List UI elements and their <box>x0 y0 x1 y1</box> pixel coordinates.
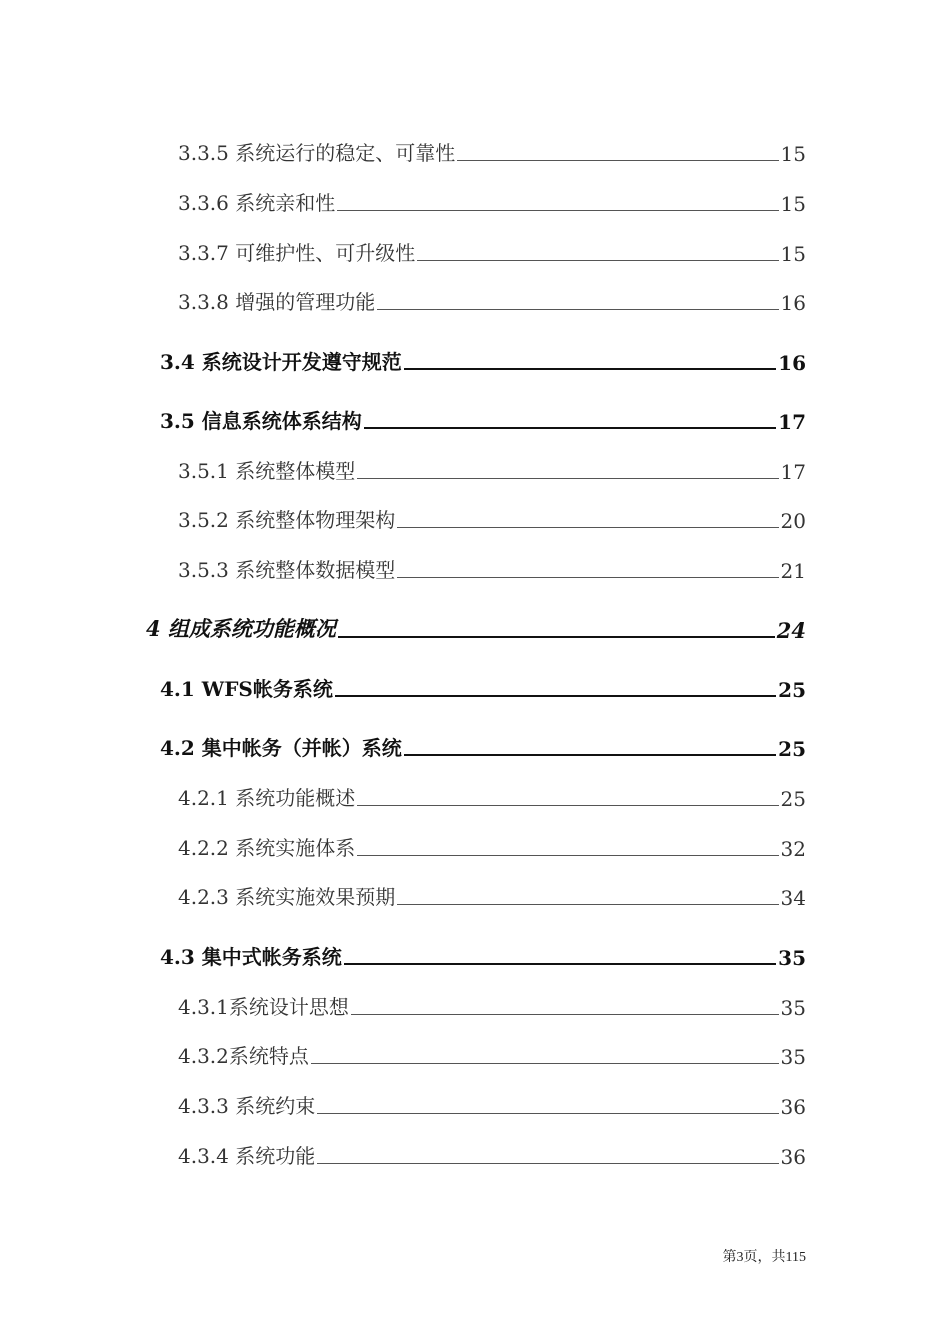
toc-entry-3-5-1[interactable] <box>178 454 806 484</box>
toc-entry-label: 4.3.3 系统约束 <box>178 1094 316 1118</box>
toc-entry-4-2[interactable] <box>160 731 806 761</box>
toc-entry-label: 3.5 信息系统体系结构 <box>160 409 362 433</box>
toc-entry-label: 4.3.1系统设计思想 <box>178 995 349 1019</box>
toc-page-number: 16 <box>778 351 806 375</box>
toc-entry-label: 3.5.3 系统整体数据模型 <box>178 558 396 582</box>
toc-entry-label: 4.2.3 系统实施效果预期 <box>178 885 396 909</box>
page-footer-info: 第3页，共115 <box>722 1250 806 1265</box>
toc-entry-4-3-3[interactable] <box>178 1089 806 1119</box>
toc-page-number: 25 <box>778 737 806 761</box>
toc-entry-label: 3.3.5 系统运行的稳定、可靠性 <box>178 141 456 165</box>
toc-entry-4-1[interactable] <box>160 672 806 702</box>
toc-page-number: 15 <box>780 142 806 166</box>
toc-leader-line <box>364 427 776 429</box>
toc-page-number: 15 <box>780 242 806 266</box>
toc-entry-label: 3.3.8 增强的管理功能 <box>178 290 376 314</box>
toc-page-number: 17 <box>780 460 806 484</box>
toc-leader-line <box>317 1113 778 1114</box>
toc-page-number: 16 <box>780 291 806 315</box>
toc-entry-label: 4.2.2 系统实施体系 <box>178 836 356 860</box>
toc-page-number: 21 <box>780 559 806 583</box>
toc-page-number: 35 <box>780 1045 806 1069</box>
toc-page-number: 35 <box>780 996 806 1020</box>
toc-leader-line <box>311 1063 779 1064</box>
toc-page-number: 25 <box>780 787 806 811</box>
toc-entry-label: 3.5.1 系统整体模型 <box>178 459 356 483</box>
toc-entry-label: 4 组成系统功能概况 <box>146 616 336 641</box>
toc-page-number: 24 <box>776 618 806 643</box>
toc-leader-line <box>404 754 776 756</box>
toc-page-number: 25 <box>778 678 806 702</box>
toc-entry-label: 3.4 系统设计开发遵守规范 <box>160 350 402 374</box>
toc-leader-line <box>344 963 776 965</box>
toc-page-number: 36 <box>780 1095 806 1119</box>
toc-page-number: 20 <box>780 509 806 533</box>
toc-entry-4-3-2[interactable] <box>178 1039 806 1069</box>
toc-entry-4-2-1[interactable] <box>178 781 806 811</box>
toc-page-number: 35 <box>778 946 806 970</box>
toc-entry-3-3-5[interactable] <box>178 136 806 166</box>
toc-leader-line <box>317 1163 778 1164</box>
toc-entry-label: 4.3.4 系统功能 <box>178 1144 316 1168</box>
toc-entry-label: 3.3.6 系统亲和性 <box>178 191 336 215</box>
toc-leader-line <box>337 210 778 211</box>
toc-entry-label: 3.3.7 可维护性、可升级性 <box>178 241 416 265</box>
toc-page-number: 34 <box>780 886 806 910</box>
toc-leader-line <box>357 478 778 479</box>
toc-leader-line <box>338 636 775 638</box>
toc-leader-line <box>397 527 778 528</box>
toc-leader-line <box>335 695 776 697</box>
toc-entry-4-2-2[interactable] <box>178 831 806 861</box>
toc-leader-line <box>357 855 778 856</box>
toc-leader-line <box>377 309 778 310</box>
toc-page-number: 36 <box>780 1145 806 1169</box>
toc-entry-3-3-6[interactable] <box>178 186 806 216</box>
toc-page-number: 32 <box>780 837 806 861</box>
toc-leader-line <box>417 260 778 261</box>
toc-entry-4[interactable] <box>146 613 806 643</box>
toc-entry-label: 4.1 WFS帐务系统 <box>160 677 333 701</box>
toc-entry-3-5-2[interactable] <box>178 503 806 533</box>
toc-leader-line <box>357 805 778 806</box>
toc-leader-line <box>397 904 778 905</box>
toc-entry-4-3-1[interactable] <box>178 990 806 1020</box>
toc-entry-label: 4.3.2系统特点 <box>178 1044 309 1068</box>
toc-entry-3-5[interactable] <box>160 404 806 434</box>
toc-page-number: 15 <box>780 192 806 216</box>
toc-entry-label: 3.5.2 系统整体物理架构 <box>178 508 396 532</box>
toc-leader-line <box>457 160 778 161</box>
toc-entry-3-3-7[interactable] <box>178 236 806 266</box>
toc-leader-line <box>351 1014 779 1015</box>
toc-entry-label: 4.2 集中帐务（并帐）系统 <box>160 736 402 760</box>
toc-entry-3-4[interactable] <box>160 345 806 375</box>
toc-leader-line <box>404 368 776 370</box>
toc-entry-4-3-4[interactable] <box>178 1139 806 1169</box>
toc-entry-label: 4.2.1 系统功能概述 <box>178 786 356 810</box>
toc-entry-3-5-3[interactable] <box>178 553 806 583</box>
toc-page-number: 17 <box>778 410 806 434</box>
toc-entry-label: 4.3 集中式帐务系统 <box>160 945 342 969</box>
toc-leader-line <box>397 577 778 578</box>
toc-entry-4-3[interactable] <box>160 940 806 970</box>
toc-entry-4-2-3[interactable] <box>178 880 806 910</box>
toc-entry-3-3-8[interactable] <box>178 285 806 315</box>
